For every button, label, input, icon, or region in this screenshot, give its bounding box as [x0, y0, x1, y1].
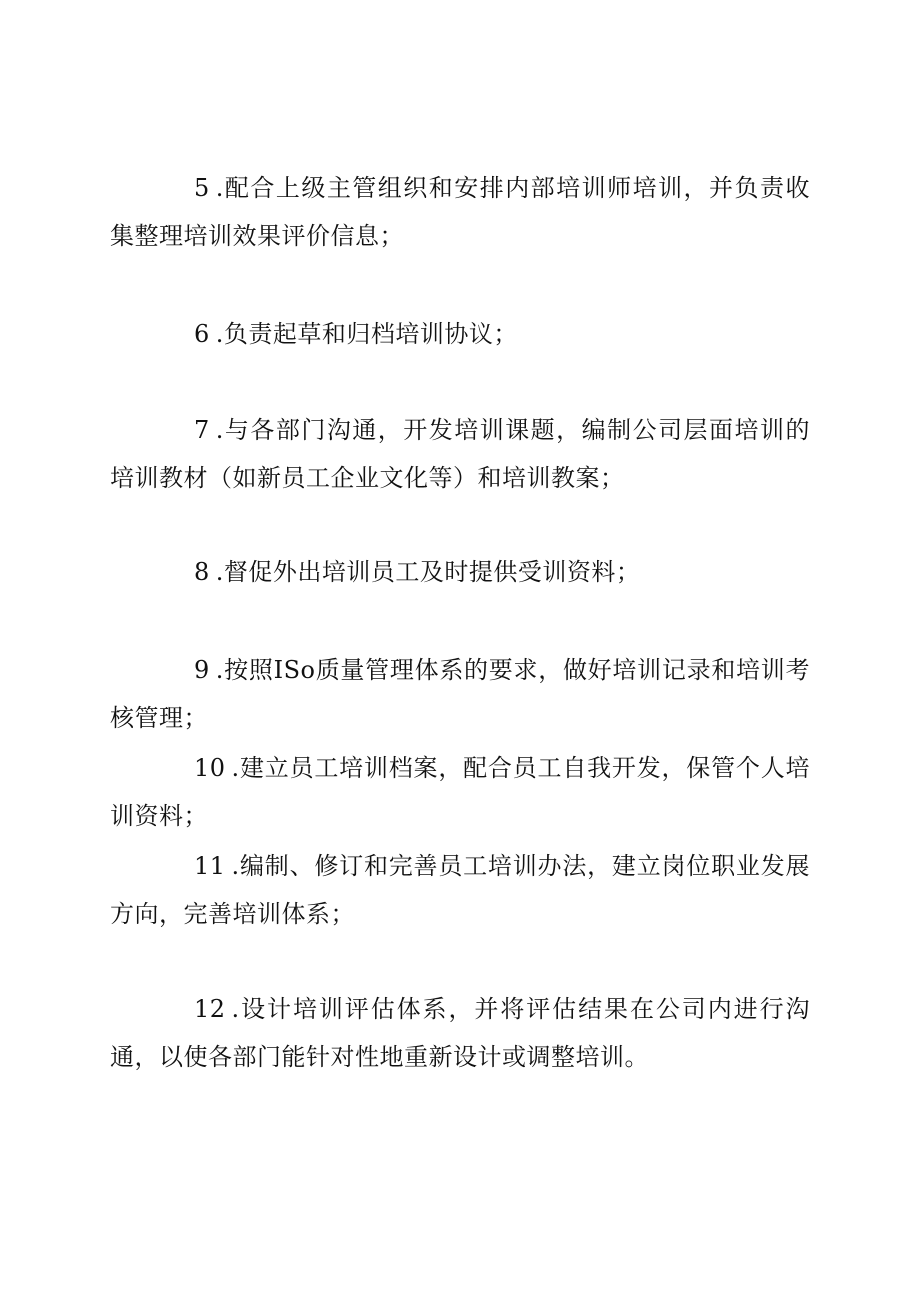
list-item-7 [110, 406, 810, 502]
list-item-6 [110, 310, 810, 358]
item-number: 8 [194, 558, 210, 586]
item-number: 5 [194, 174, 210, 202]
item-text: .督促外出培训员工及时提供受训资料； [215, 558, 641, 586]
list-item-8 [110, 548, 810, 596]
list-item-5 [110, 164, 810, 260]
item-number: 7 [194, 416, 210, 444]
list-item-10 [110, 744, 810, 840]
item-text: .建立员工培训档案，配合员工自我开发，保管个人培训资料； [110, 754, 810, 830]
item-number: 9 [194, 656, 210, 684]
item-text: .负责起草和归档培训协议； [215, 320, 518, 348]
list-item-12 [110, 985, 810, 1081]
item-number: 10 [194, 754, 226, 782]
item-text: .按照ISo质量管理体系的要求，做好培训记录和培训考核管理； [110, 656, 810, 732]
item-text: .与各部门沟通，开发培训课题，编制公司层面培训的培训教材（如新员工企业文化等）和培训教案； [110, 416, 810, 492]
item-number: 11 [194, 852, 226, 880]
list-item-11 [110, 842, 810, 938]
item-text: .设计培训评估体系，并将评估结果在公司内进行沟通，以使各部门能针对性地重新设计或调整培训。 [110, 995, 810, 1071]
item-number: 12 [194, 995, 226, 1023]
item-number: 6 [194, 320, 210, 348]
item-text: .配合上级主管组织和安排内部培训师培训，并负责收集整理培训效果评价信息； [110, 174, 810, 250]
list-item-9 [110, 646, 810, 742]
item-text: .编制、修订和完善员工培训办法，建立岗位职业发展方向，完善培训体系； [110, 852, 810, 928]
